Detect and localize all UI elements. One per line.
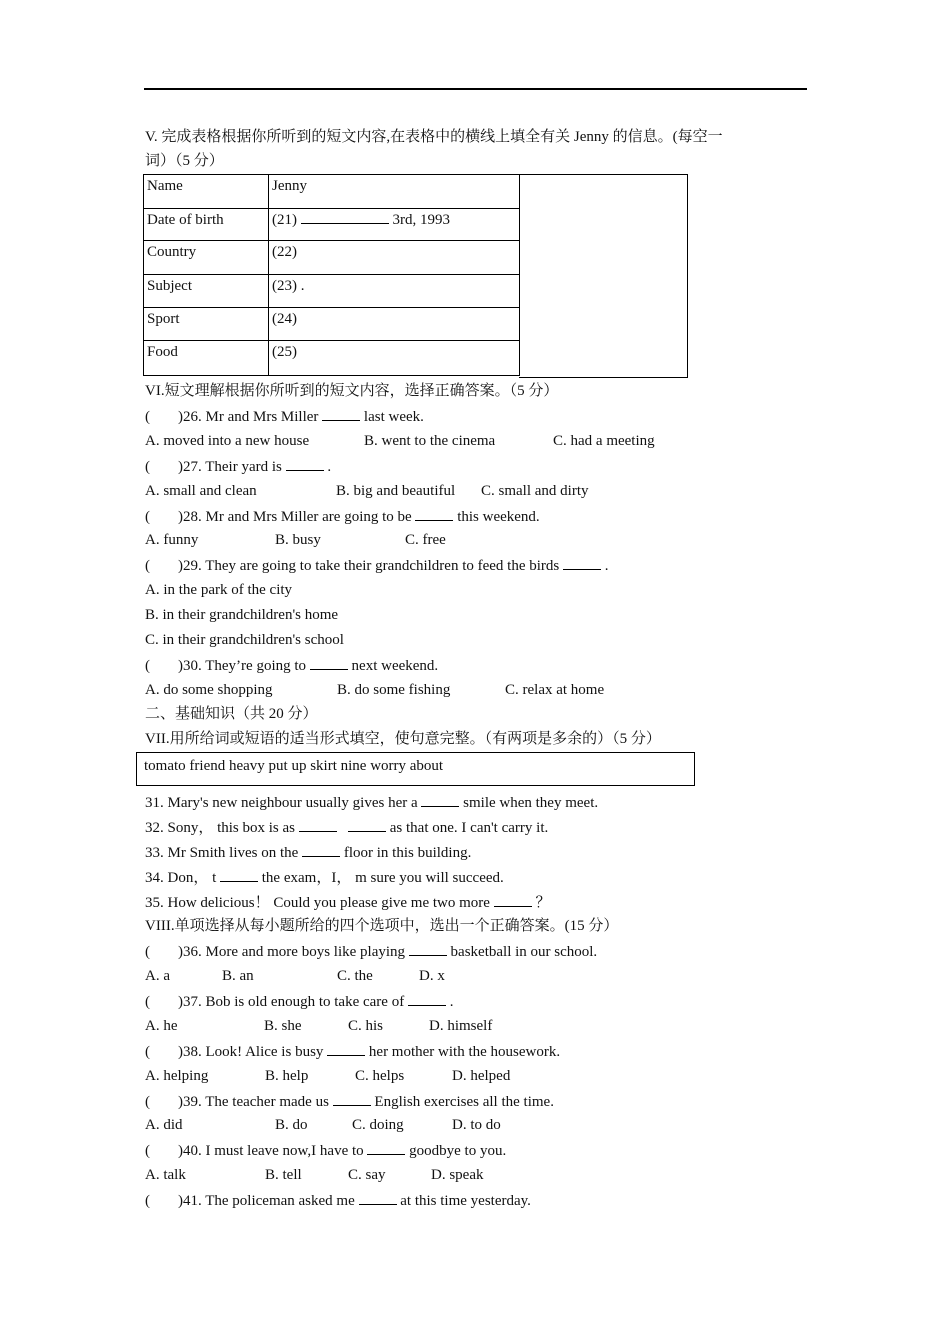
q36-option-a[interactable]: A. a	[145, 968, 170, 984]
row-label: Name	[144, 175, 269, 209]
row-value: Jenny	[269, 175, 520, 209]
question-40: ( )40. I must leave now,I have to goodbye to you.	[145, 1140, 506, 1161]
q39-option-a[interactable]: A. did	[145, 1117, 183, 1133]
top-rule	[144, 88, 807, 90]
date-suffix: 3rd, 1993	[392, 212, 450, 228]
question-32: 32. Sony， this box is as as that one. I can't carry it.	[145, 817, 548, 838]
answer-blank[interactable]	[421, 792, 459, 807]
table-row	[144, 308, 520, 341]
question-39: ( )39. The teacher made us English exercises all the time.	[145, 1091, 554, 1112]
q40-option-a[interactable]: A. talk	[145, 1167, 186, 1183]
word-bank: tomato friend heavy put up skirt nine worry about	[144, 758, 444, 774]
answer-blank[interactable]	[563, 555, 601, 570]
row-value: (22)	[269, 241, 520, 275]
answer-blank[interactable]	[220, 867, 258, 882]
row-value: (24)	[269, 308, 520, 341]
question-41: ( )41. The policeman asked me at this time yesterday.	[145, 1190, 531, 1211]
q27-option-a[interactable]: A. small and clean	[145, 483, 257, 499]
table-side-box	[519, 174, 688, 378]
q28-option-a[interactable]: A. funny	[145, 532, 199, 548]
answer-blank[interactable]	[286, 456, 324, 471]
q36-option-d[interactable]: D. x	[419, 968, 445, 984]
q37-option-b[interactable]: B. she	[264, 1018, 302, 1034]
row-label: Subject	[144, 275, 269, 308]
section5-heading-line1: V. 完成表格根据你所听到的短文内容,在表格中的横线上填全有关 Jenny 的信息。(每空一	[145, 129, 723, 145]
q38-option-a[interactable]: A. helping	[145, 1068, 209, 1084]
q39-option-d[interactable]: D. to do	[452, 1117, 501, 1133]
q26-option-c[interactable]: C. had a meeting	[553, 433, 655, 449]
table-row	[144, 241, 520, 275]
q38-option-b[interactable]: B. help	[265, 1068, 309, 1084]
table-row	[144, 209, 520, 241]
q39-option-c[interactable]: C. doing	[352, 1117, 404, 1133]
q38-option-c[interactable]: C. helps	[355, 1068, 405, 1084]
jenny-info-table	[143, 174, 520, 376]
q40-option-d[interactable]: D. speak	[431, 1167, 484, 1183]
q40-option-b[interactable]: B. tell	[265, 1167, 302, 1183]
section5-heading-line2: 词）（5 分）	[145, 153, 224, 169]
answer-blank[interactable]	[348, 817, 386, 832]
row-label: Date of birth	[144, 209, 269, 241]
blank-number: (21)	[272, 212, 297, 228]
question-28: ( )28. Mr and Mrs Miller are going to be this weekend.	[145, 506, 540, 527]
word-bank-box	[136, 752, 695, 786]
q37-option-a[interactable]: A. he	[145, 1018, 178, 1034]
answer-blank[interactable]	[310, 655, 348, 670]
question-36: ( )36. More and more boys like playing basketball in our school.	[145, 941, 597, 962]
q30-option-b[interactable]: B. do some fishing	[337, 682, 451, 698]
question-38: ( )38. Look! Alice is busy her mother with the housework.	[145, 1041, 560, 1062]
table-row	[144, 341, 520, 376]
section6-heading: VI.短文理解根据你所听到的短文内容，选择正确答案。（5 分）	[145, 383, 559, 399]
q28-option-c[interactable]: C. free	[405, 532, 446, 548]
answer-blank[interactable]	[327, 1041, 365, 1056]
question-37: ( )37. Bob is old enough to take care of .	[145, 991, 453, 1012]
answer-blank[interactable]	[367, 1140, 405, 1155]
q26-option-a[interactable]: A. moved into a new house	[145, 433, 310, 449]
q39-option-b[interactable]: B. do	[275, 1117, 308, 1133]
q30-option-a[interactable]: A. do some shopping	[145, 682, 273, 698]
q40-option-c[interactable]: C. say	[348, 1167, 386, 1183]
q29-option-c[interactable]: C. in their grandchildren's school	[145, 632, 344, 648]
section8-heading: VIII.单项选择从每小题所给的四个选项中，选出一个正确答案。(15 分）	[145, 918, 619, 934]
answer-blank[interactable]	[299, 817, 337, 832]
q38-option-d[interactable]: D. helped	[452, 1068, 511, 1084]
answer-blank[interactable]	[302, 842, 340, 857]
row-value: (25)	[269, 341, 520, 376]
row-label: Sport	[144, 308, 269, 341]
q36-option-b[interactable]: B. an	[222, 968, 254, 984]
row-value	[269, 209, 520, 241]
question-27: ( )27. Their yard is .	[145, 456, 331, 477]
question-35: 35. How delicious！ Could you please give me two more ？	[145, 892, 550, 913]
answer-blank[interactable]	[359, 1190, 397, 1205]
answer-blank[interactable]	[494, 892, 532, 907]
answer-blank[interactable]	[408, 991, 446, 1006]
answer-blank[interactable]	[415, 506, 453, 521]
question-33: 33. Mr Smith lives on the floor in this building.	[145, 842, 471, 863]
row-label: Country	[144, 241, 269, 275]
q28-option-b[interactable]: B. busy	[275, 532, 321, 548]
question-29: ( )29. They are going to take their grandchildren to feed the birds .	[145, 555, 609, 576]
q37-option-d[interactable]: D. himself	[429, 1018, 493, 1034]
question-31: 31. Mary's new neighbour usually gives her a smile when they meet.	[145, 792, 598, 813]
q37-option-c[interactable]: C. his	[348, 1018, 384, 1034]
row-label: Food	[144, 341, 269, 376]
q29-option-a[interactable]: A. in the park of the city	[145, 582, 293, 598]
question-34: 34. Don， t the exam，I， m sure you will succeed.	[145, 867, 504, 888]
answer-blank[interactable]	[333, 1091, 371, 1106]
answer-blank[interactable]	[301, 209, 389, 224]
row-value: (23) .	[269, 275, 520, 308]
q36-option-c[interactable]: C. the	[337, 968, 373, 984]
answer-blank[interactable]	[322, 406, 360, 421]
table-row	[144, 175, 520, 209]
table-row	[144, 275, 520, 308]
answer-blank[interactable]	[409, 941, 447, 956]
q29-option-b[interactable]: B. in their grandchildren's home	[145, 607, 339, 623]
question-30: ( )30. They’re going to next weekend.	[145, 655, 438, 676]
q26-option-b[interactable]: B. went to the cinema	[364, 433, 496, 449]
question-26: ( )26. Mr and Mrs Miller last week.	[145, 406, 424, 427]
section7-heading: VII.用所给词或短语的适当形式填空，使句意完整。（有两项是多余的）（5 分）	[145, 731, 661, 747]
q27-option-c[interactable]: C. small and dirty	[481, 483, 589, 499]
part2-heading: 二、基础知识（共 20 分）	[145, 706, 318, 722]
q27-option-b[interactable]: B. big and beautiful	[336, 483, 456, 499]
q30-option-c[interactable]: C. relax at home	[505, 682, 605, 698]
